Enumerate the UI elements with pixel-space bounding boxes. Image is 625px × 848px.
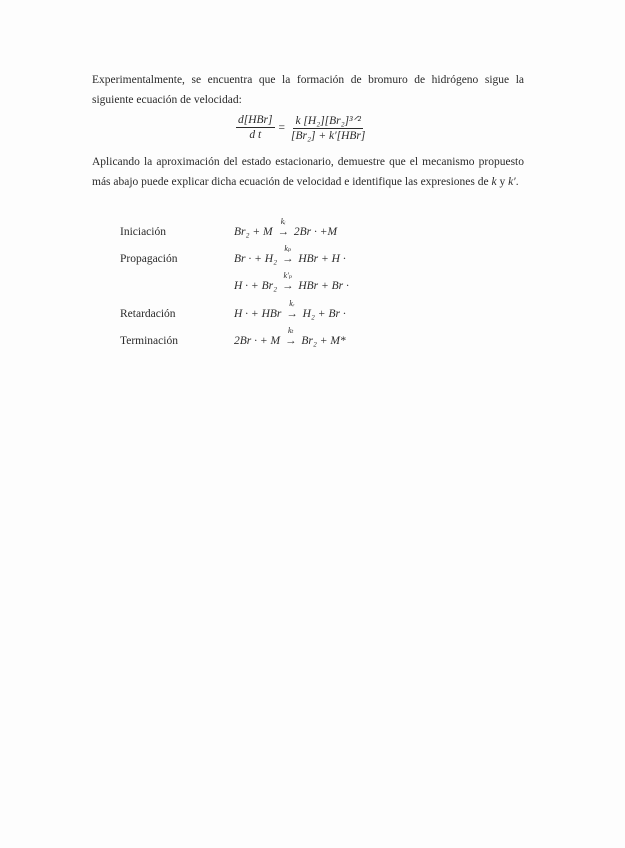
arrow-icon: → kₚ [281, 244, 294, 265]
reaction [234, 271, 349, 292]
arrow-icon: → kₜ [284, 326, 297, 347]
products: Br₂ + M* [301, 335, 346, 347]
rate-constant: kₜ [287, 326, 294, 335]
products: HBr + H · [298, 253, 346, 265]
reactants: Br₂ + M [234, 226, 273, 238]
question-end: . [515, 176, 519, 188]
rate-constant: kᵣ [289, 299, 295, 308]
lhs-fraction [236, 114, 275, 141]
intro-paragraph: Experimentalmente, se encuentra que la formación de bromuro de hidrógeno sigue la siguiente ecuación de velocidad: [92, 74, 524, 106]
step-label: Terminación [120, 335, 178, 347]
equals-sign: = [278, 121, 286, 134]
step-label: Propagación [120, 253, 178, 265]
reactants: Br · + H₂ [234, 253, 278, 265]
reaction [234, 244, 346, 265]
reactants: H · + HBr [234, 308, 282, 320]
rhs-numerator: k [H₂][Br₂]³ᐟ² [295, 115, 361, 127]
products: H₂ + Br · [302, 308, 346, 320]
rate-constant: kₚ [284, 244, 292, 253]
arrow-icon: → k′ₚ [281, 271, 294, 292]
question-text: Aplicando la aproximación del estado estacionario, demuestre que el mecanismo propuesto más abajo puede explicar dicha ecuación de velocidad e identifique las expresiones de [92, 156, 524, 188]
reactants: H · + Br₂ [234, 280, 278, 292]
rate-equation [236, 113, 367, 142]
lhs-numerator: d[HBr] [238, 114, 273, 126]
products: 2Br · +M [293, 226, 338, 238]
reactants: 2Br · + M [234, 335, 281, 347]
question-paragraph [92, 152, 524, 192]
reaction [234, 299, 346, 320]
rate-constant: kᵢ [280, 217, 286, 226]
arrow-icon: → kᵢ [277, 217, 289, 238]
step-label: Retardación [120, 308, 176, 320]
step-label: Iniciación [120, 226, 166, 238]
lhs-denominator: d t [249, 129, 262, 141]
rhs-fraction [289, 113, 367, 142]
reaction [234, 326, 346, 347]
rate-constant: k′ₚ [283, 271, 292, 280]
k-symbol: k [491, 176, 497, 188]
rhs-denominator: [Br₂] + k′[HBr] [291, 130, 366, 142]
question-conjunction: y [496, 176, 509, 188]
reaction [234, 217, 338, 238]
arrow-icon: → kᵣ [286, 299, 298, 320]
k-prime-symbol: k′ [508, 176, 516, 188]
products: HBr + Br · [298, 280, 349, 292]
